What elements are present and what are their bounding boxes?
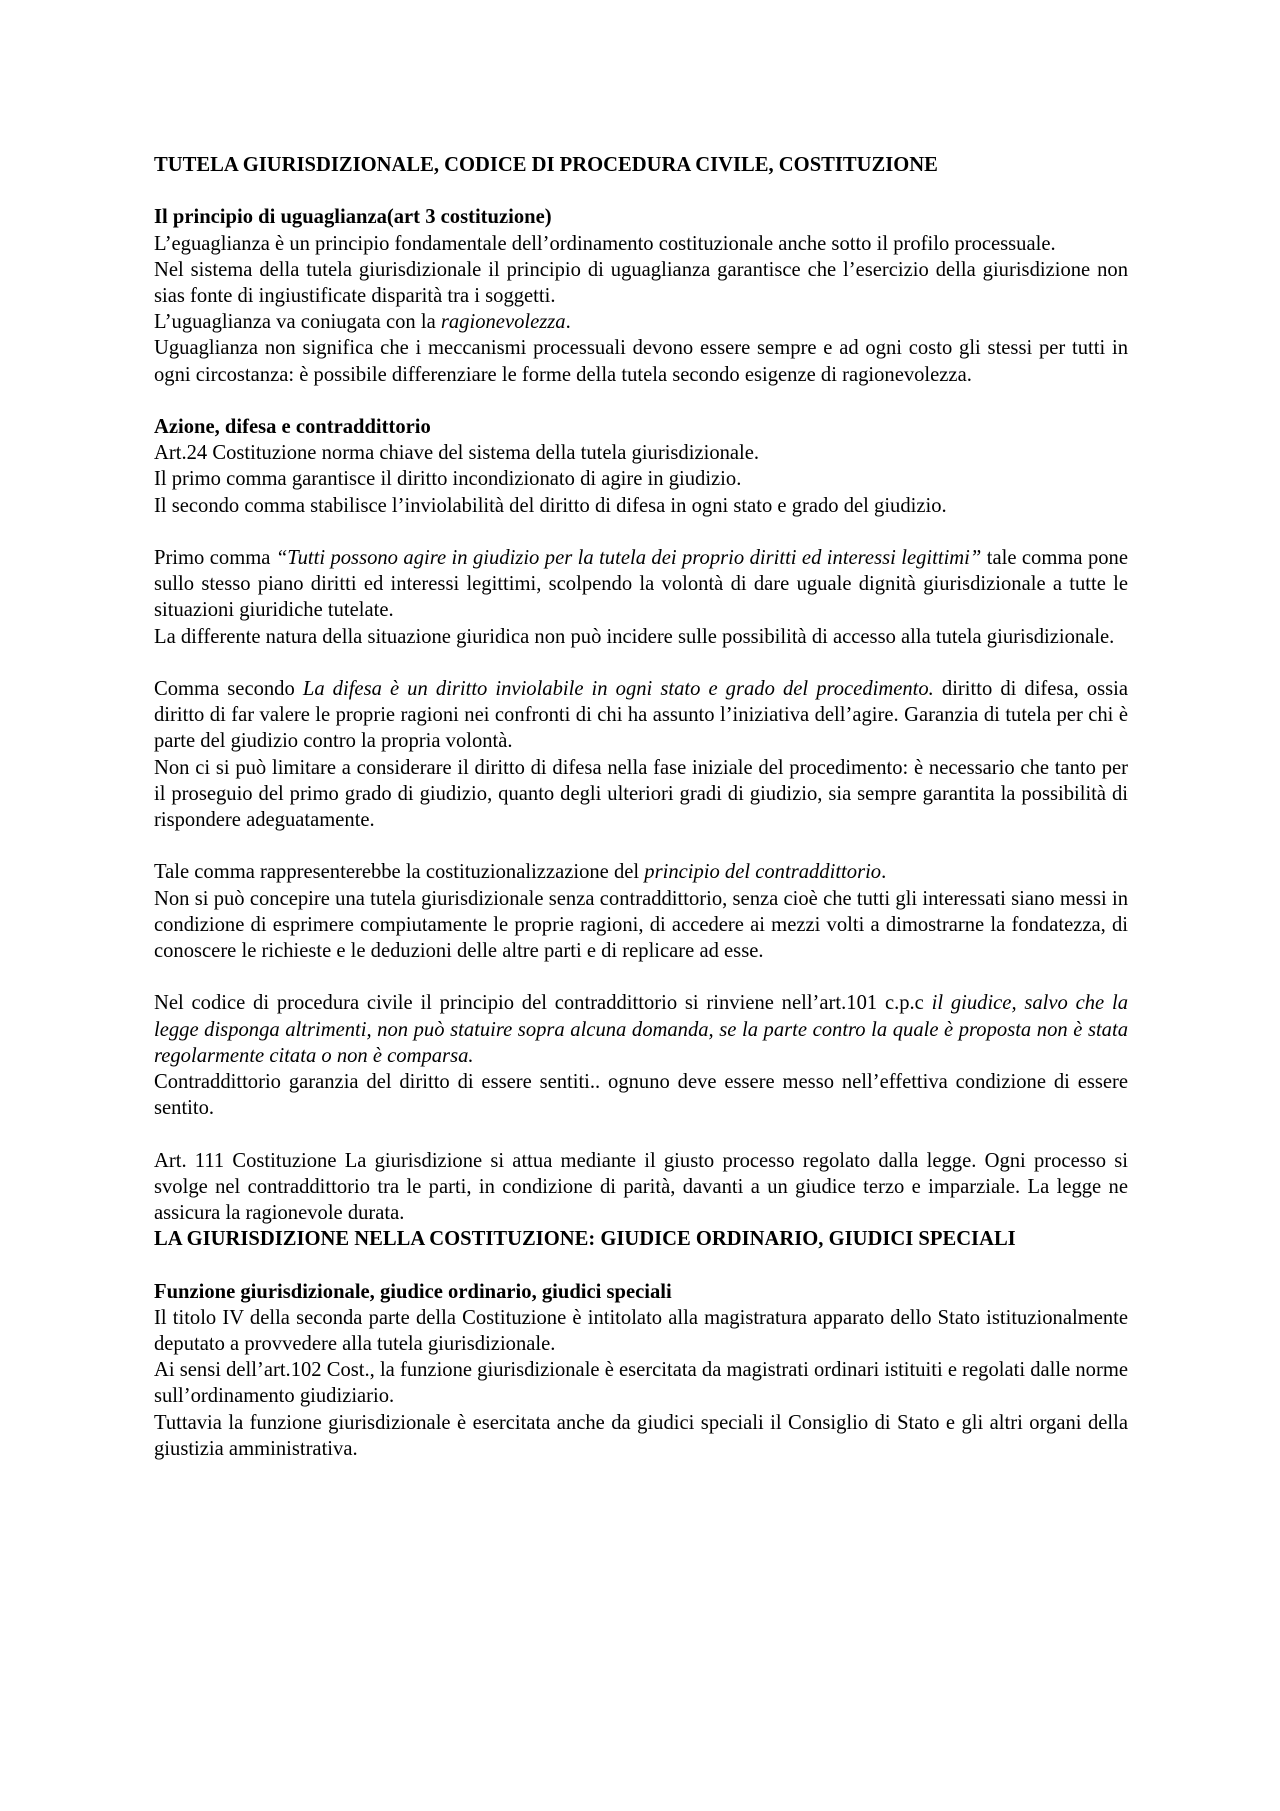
spacer — [154, 964, 1128, 990]
spacer — [154, 1252, 1128, 1278]
paragraph: Il titolo IV della seconda parte della Costituzione è intitolato alla magistratura apparato dello Stato istituzionalmente deputato a provvedere alla tutela giurisdizionale. — [154, 1306, 1128, 1356]
document-page — [154, 152, 1128, 1462]
paragraph: L’eguaglianza è un principio fondamentale dell’ordinamento costituzionale anche sotto il profilo processuale. — [154, 232, 1056, 255]
text-run: L’uguaglianza va coniugata con la — [154, 311, 441, 334]
text-run: Primo comma — [154, 547, 276, 569]
italic-term: ragionevolezza — [440, 311, 566, 334]
paragraph-primo-comma — [154, 545, 1128, 624]
italic-quote: “Tutti possono agire in giudizio per la tutela dei proprio diritti ed interessi legittimi” — [275, 547, 982, 569]
paragraph: Tuttavia la funzione giurisdizionale è esercitata anche da giudici speciali il Consiglio di Stato e gli altri organi della giustizia amministrativa. — [154, 1411, 1128, 1460]
italic-quote: La difesa è un diritto inviolabile in ogni stato e grado del procedimento. — [302, 678, 934, 700]
text-run: Tale comma rappresenterebbe la costituzionalizzazione del — [154, 861, 645, 884]
paragraph — [154, 309, 1128, 335]
text-run: Comma secondo — [154, 678, 303, 700]
text-run: tale comma pone sullo stesso piano diritti ed interessi legittimi, scolpendo la volontà di dare uguale dignità giurisdizionale a tutte le situazioni giuridiche tutelate. — [154, 547, 1128, 622]
document-title: TUTELA GIURISDIZIONALE, CODICE DI PROCEDURA CIVILE, COSTITUZIONE — [154, 154, 938, 176]
spacer — [154, 650, 1128, 676]
paragraph: Il secondo comma stabilisce l’inviolabilità del diritto di difesa in ogni stato e grado del giudizio. — [154, 494, 947, 517]
text-run: . — [881, 861, 887, 884]
paragraph-art111: Art. 111 Costituzione La giurisdizione si attua mediante il giusto processo regolato dalla legge. Ogni processo si svolge nel contraddittorio tra le parti, in condizione di parità, davanti a un giudice terzo e imparziale. La legge ne assicura la ragionevole durata. — [154, 1149, 1128, 1225]
spacer — [154, 519, 1128, 545]
paragraph: Uguaglianza non significa che i meccanismi processuali devono essere sempre e ad ogni costo gli stessi per tutti in ogni circostanza: è possibile differenziare le forme della tutela secondo esigenze di ragionevolezza. — [154, 337, 1128, 386]
section-heading-giurisdizione: LA GIURISDIZIONE NELLA COSTITUZIONE: GIUDICE ORDINARIO, GIUDICI SPECIALI — [154, 1228, 1016, 1251]
section-heading-uguaglianza: Il principio di uguaglianza(art 3 costituzione) — [154, 206, 552, 229]
paragraph: Art.24 Costituzione norma chiave del sistema della tutela giurisdizionale. — [154, 442, 760, 465]
italic-term: principio del contraddittorio — [644, 861, 882, 884]
paragraph: Nel sistema della tutela giurisdizionale il principio di uguaglianza garantisce che l’esercizio della giurisdizione non sias fonte di ingiustificate disparità tra i soggetti. — [154, 258, 1128, 307]
section-heading-funzione: Funzione giurisdizionale, giudice ordinario, giudici speciali — [154, 1280, 672, 1303]
paragraph: Il primo comma garantisce il diritto incondizionato di agire in giudizio. — [154, 468, 742, 491]
spacer — [154, 388, 1128, 414]
section-heading-azione: Azione, difesa e contraddittorio — [154, 416, 431, 438]
paragraph-tale-comma — [154, 859, 1128, 885]
italic-quote: il giudice, salvo che la legge disponga altrimenti, non può statuire sopra alcuna domanda, se la parte contro la quale è proposta non è stata regolarmente citata o non è comparsa. — [154, 992, 1128, 1067]
paragraph-comma-secondo — [154, 676, 1128, 755]
text-run: Nel codice di procedura civile il principio del contraddittorio si rinviene nell’art.101 c.p.c — [154, 992, 932, 1015]
paragraph: La differente natura della situazione giuridica non può incidere sulle possibilità di accesso alla tutela giurisdizionale. — [154, 625, 1115, 648]
paragraph: Non si può concepire una tutela giurisdizionale senza contraddittorio, senza cioè che tutti gli interessati siano messi in condizione di esprimere compiutamente le proprie ragioni, di accedere ai mezzi volti a dimostrarne la fondatezza, di conoscere le richieste e le deduzioni delle altre parti e di replicare ad esse. — [154, 887, 1128, 963]
text-run: diritto di difesa, ossia diritto di far valere le proprie ragioni nei confronti di chi ha assunto l’iniziativa dell’agire. Garanzia di tutela per chi è parte del giudizio contro la propria volontà. — [154, 678, 1128, 753]
paragraph: Contraddittorio garanzia del diritto di essere sentiti.. ognuno deve essere messo nell’effettiva condizione di essere sentito. — [154, 1071, 1128, 1120]
paragraph: Non ci si può limitare a considerare il diritto di difesa nella fase iniziale del procedimento: è necessario che tanto per il proseguio del primo grado di giudizio, quanto degli ulteriori gradi di giudizio, sia sempre garantita la possibilità di rispondere adeguatamente. — [154, 756, 1128, 832]
spacer — [154, 1121, 1128, 1147]
paragraph: Ai sensi dell’art.102 Cost., la funzione giurisdizionale è esercitata da magistrati ordinari istituiti e regolati dalle norme sull’ordinamento giudiziario. — [154, 1359, 1128, 1408]
text-run: . — [565, 311, 571, 334]
paragraph-codice — [154, 990, 1128, 1069]
spacer — [154, 833, 1128, 859]
